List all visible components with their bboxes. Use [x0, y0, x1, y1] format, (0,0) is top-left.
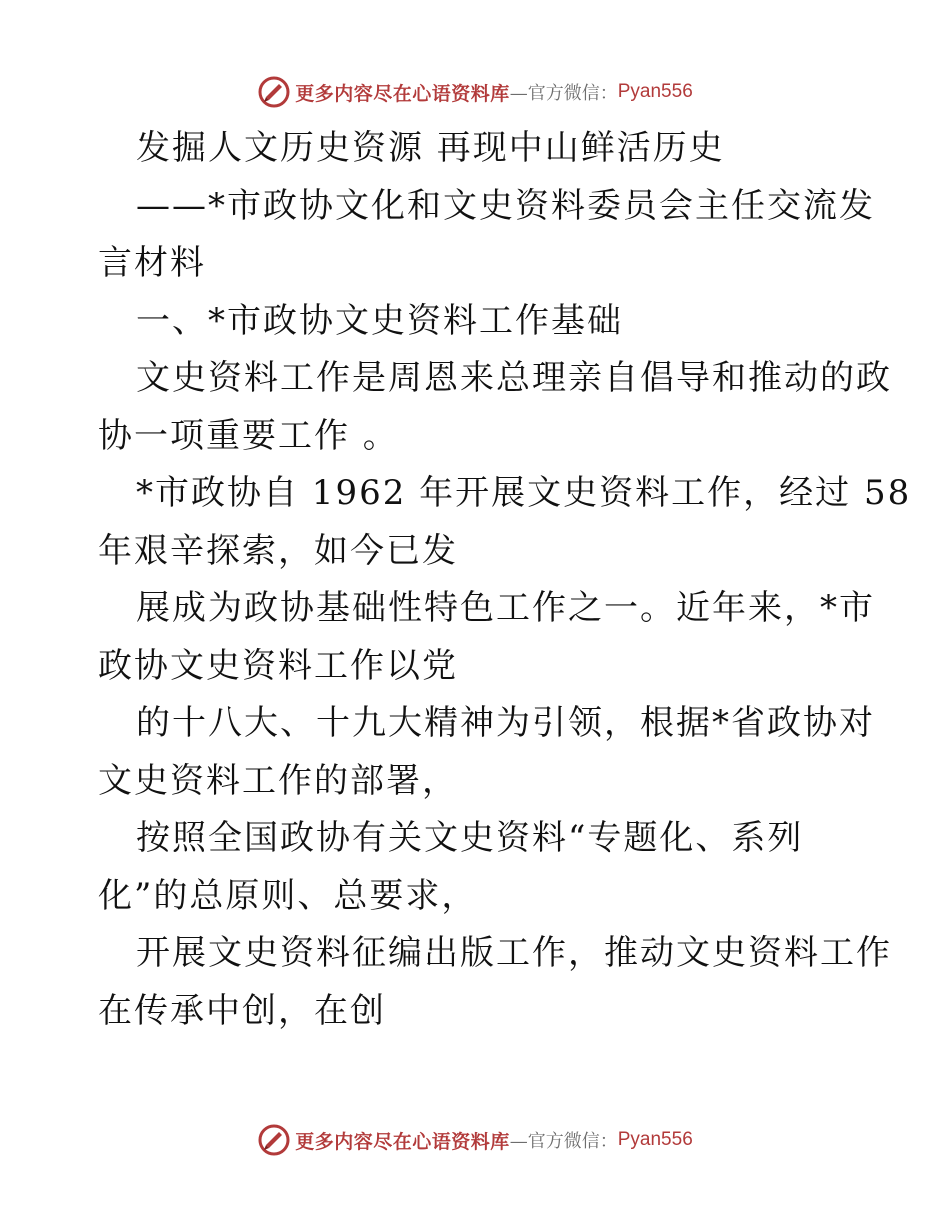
document-subtitle-cont: 言材料 — [98, 243, 206, 283]
document-title: 发掘人文历史资源 再现中山鲜活历史 — [136, 128, 725, 168]
section-heading: 一、*市政协文史资料工作基础 — [136, 300, 623, 341]
paragraph-line: 文史资料工作是周恩来总理亲自倡导和推动的政 — [136, 358, 892, 398]
banner-main-text: 更多内容尽在心语资料库 — [295, 82, 510, 105]
paragraph-line: 文史资料工作的部署， — [98, 760, 458, 801]
paragraph-line: 展成为政协基础性特色工作之一。近年来，*市 — [136, 588, 875, 628]
paragraph-line: 按照全国政协有关文史资料“专题化、系列 — [136, 818, 804, 858]
header-banner — [0, 72, 950, 112]
banner-sub-text: —官方微信： — [509, 83, 618, 104]
paragraph-line: 协一项重要工作 。 — [98, 415, 399, 456]
footer-banner — [0, 1120, 950, 1160]
paragraph-line: *市政协自 1962 年开展文史资料工作，经过 58 — [136, 473, 912, 513]
paragraph-line: 年艰辛探索，如今已发 — [98, 530, 458, 571]
paragraph-line: 政协文史资料工作以党 — [98, 645, 458, 686]
paragraph-line: 的十八大、十九大精神为引领，根据*省政协对 — [136, 703, 875, 743]
banner-account-id: Pyan556 — [617, 1129, 693, 1150]
banner-sub-text: —官方微信： — [509, 1131, 618, 1152]
document-subtitle: ——*市政协文化和文史资料委员会主任交流发 — [136, 185, 875, 226]
banner-account-id: Pyan556 — [617, 81, 693, 102]
paragraph-line: 化”的总原则、总要求， — [98, 875, 478, 916]
paragraph-line: 开展文史资料征编出版工作，推动文史资料工作 — [136, 933, 892, 973]
library-logo-icon — [257, 75, 291, 109]
banner-main-text: 更多内容尽在心语资料库 — [295, 1130, 510, 1153]
library-logo-icon — [257, 1123, 291, 1157]
paragraph-line: 在传承中创，在创 — [98, 990, 386, 1031]
document-body — [98, 120, 912, 1040]
